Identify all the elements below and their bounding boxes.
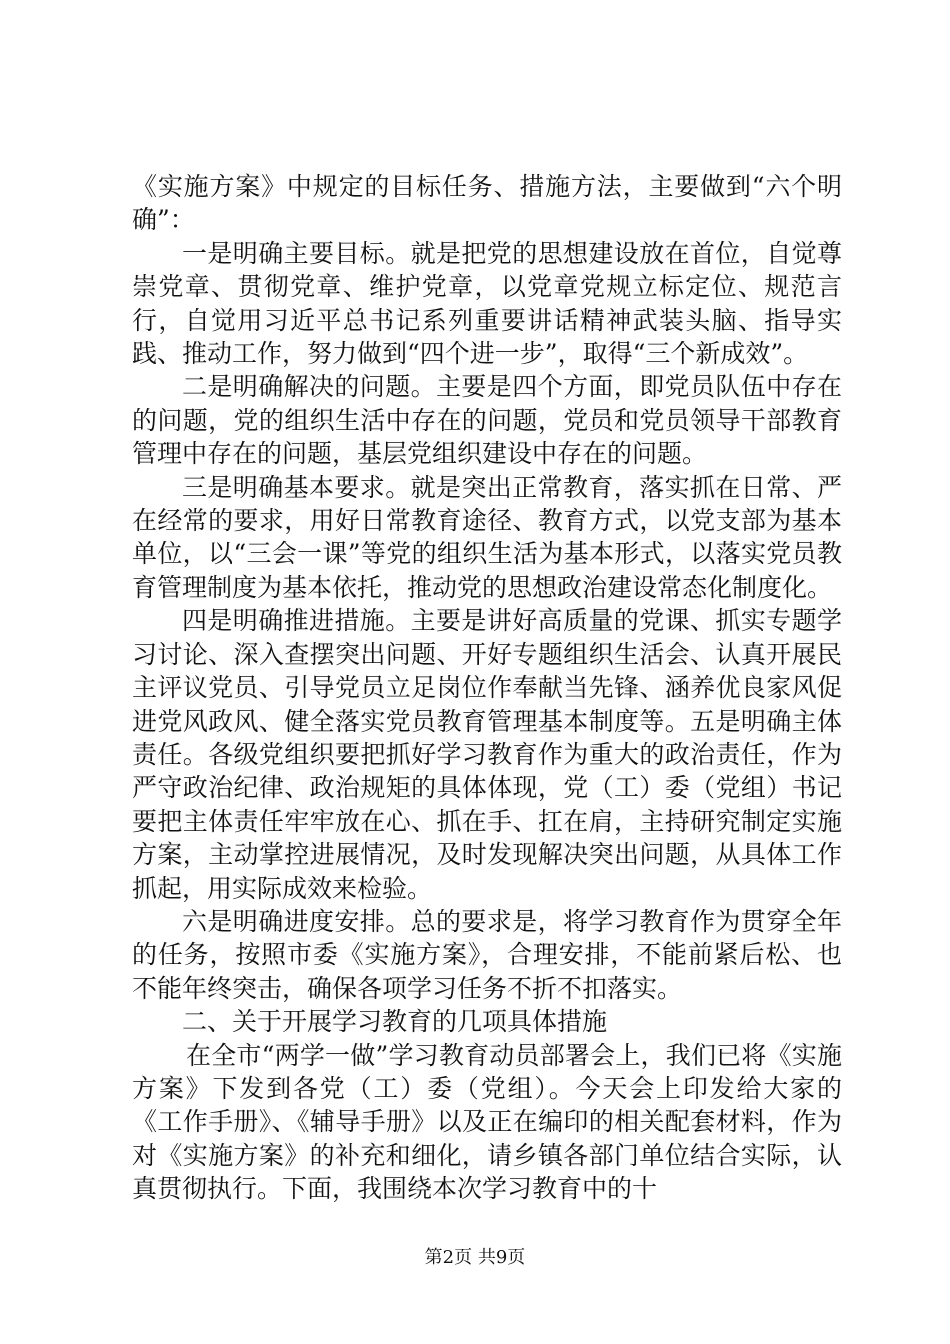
paragraph-goal: 一是明确主要目标。就是把党的思想建设放在首位，自觉尊崇党章、贯彻党章、维护党章，以党章党规立标定位、规范言行，自觉用习近平总书记系列重要讲话精神武装头脑、指导实践、推动工作，努力做到“四个进一步”，取得“三个新成效”。 bbox=[132, 238, 842, 369]
paragraph-intro: 《实施方案》中规定的目标任务、措施方法，主要做到“六个明确”： bbox=[132, 172, 842, 235]
paragraph-requirements: 三是明确基本要求。就是突出正常教育，落实抓在日常、严在经常的要求，用好日常教育途径、教育方式，以党支部为基本单位，以“三会一课”等党的组织生活为基本形式，以落实党员教育管理制度为基本依托，推动党的思想政治建设常态化制度化。 bbox=[132, 472, 842, 602]
section-heading: 二、关于开展学习教育的几项具体措施 bbox=[182, 1007, 608, 1037]
paragraph-measures: 四是明确推进措施。主要是讲好高质量的党课、抓实专题学习讨论、深入查摆突出问题、开好专题组织生活会、认真开展民主评议党员、引导党员立足岗位作奉献当先锋、涵养优良家风促进党风政风、健全落实党员教育管理基本制度等。五是明确主体责任。各级党组织要把抓好学习教育作为重大的政治责任，作为严守政治纪律、政治规矩的具体体现，党（工）委（党组）书记要把主体责任牢牢放在心、抓在手、扛在肩，主持研究制定实施方案，主动掌控进展情况，及时发现解决突出问题，从具体工作抓起，用实际成效来检验。 bbox=[132, 606, 842, 903]
paragraph-schedule: 六是明确进度安排。总的要求是，将学习教育作为贯穿全年的任务，按照市委《实施方案》，合理安排，不能前紧后松、也不能年终突击，确保各项学习任务不折不扣落实。 bbox=[132, 906, 842, 1003]
page-number-footer: 第2页 共9页 bbox=[424, 1247, 526, 1268]
paragraph-deployment: 在全市“两学一做”学习教育动员部署会上，我们已将《实施方案》下发到各党（工）委（党组）。今天会上印发给大家的《工作手册》、《辅导手册》以及正在编印的相关配套材料，作为对《实施方案》的补充和细化，请乡镇各部门单位结合实际，认真贯彻执行。下面，我围绕本次学习教育中的十 bbox=[132, 1040, 842, 1204]
document-body bbox=[132, 170, 842, 1206]
paragraph-problems: 二是明确解决的问题。主要是四个方面，即党员队伍中存在的问题，党的组织生活中存在的问题，党员和党员领导干部教育管理中存在的问题，基层党组织建设中存在的问题。 bbox=[132, 372, 842, 469]
